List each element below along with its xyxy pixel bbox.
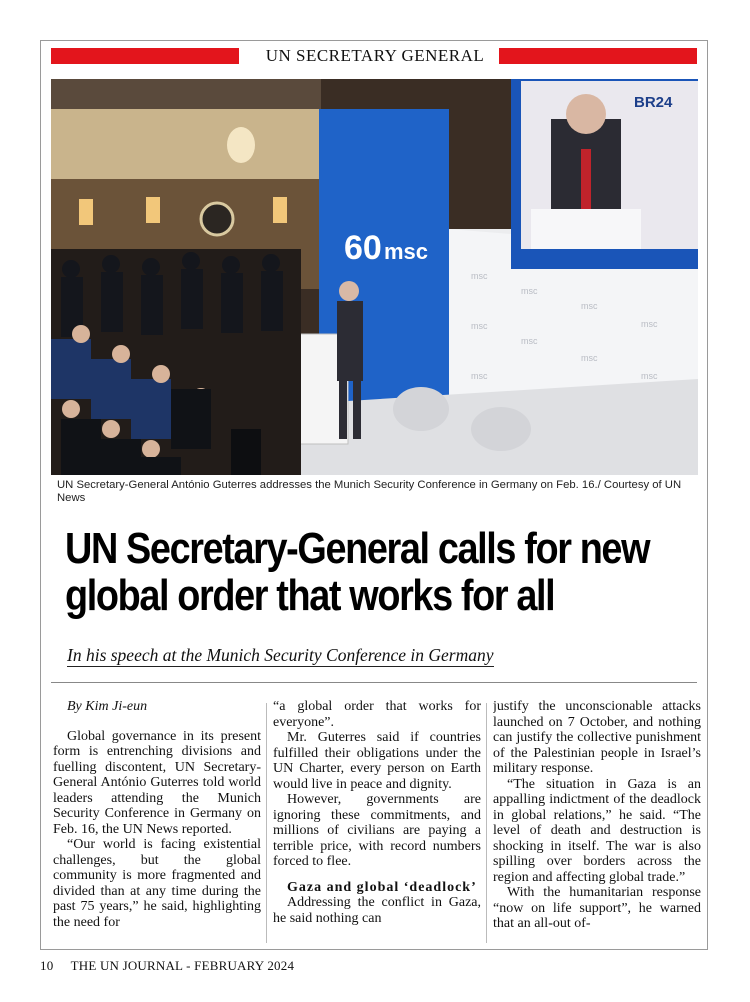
paragraph: “The situation in Gaza is an appalling indictment of the deadlock in global relations,” he said. “The level of death and destruction is shocking in itself. The war is also spilling over borders across the region and affecting global trade.” [493, 776, 701, 885]
svg-text:msc: msc [521, 286, 538, 296]
article-column-2 [273, 699, 481, 945]
section-red-bar-left [51, 48, 239, 64]
article-divider [51, 682, 697, 683]
paragraph: However, governments are ignoring these commitments, and millions of civilians are paying a terrible price, with record numbers forced to flee. [273, 792, 481, 869]
deck-text: In his speech at the Munich Security Conference in Germany [67, 645, 494, 665]
svg-text:msc: msc [641, 371, 658, 381]
paragraph: Addressing the conflict in Gaza, he said nothing can [273, 895, 481, 926]
column-rule [486, 703, 487, 943]
article-column-3 [493, 699, 701, 945]
article-body [53, 699, 701, 945]
paragraph: With the humanitarian response “now on life support”, he warned that an all-out of- [493, 885, 701, 931]
section-header [51, 46, 697, 66]
msc-logo-number: 60 [344, 229, 382, 267]
svg-text:msc: msc [581, 301, 598, 311]
headline [65, 525, 705, 619]
page-number: 10 [40, 958, 54, 973]
page-footer [40, 958, 294, 974]
subhead-gaza: Gaza and global ‘deadlock’ [287, 879, 477, 895]
svg-text:msc: msc [471, 271, 488, 281]
svg-text:msc: msc [471, 371, 488, 381]
paragraph-continued: “a global order that works for everyone”. [273, 699, 481, 730]
section-label: UN SECRETARY GENERAL [265, 46, 485, 65]
conference-photo-illustration [51, 79, 698, 475]
section-red-bar-right [499, 48, 697, 64]
photo-caption: UN Secretary-General António Guterres addresses the Munich Security Conference in Germany on Feb. 16./ Courtesy of UN News [57, 479, 682, 504]
paragraph: Mr. Guterres said if countries fulfilled their obligations under the UN Charter, every person on Earth would live in peace and dignity. [273, 730, 481, 792]
svg-text:msc: msc [521, 336, 538, 346]
headline-line-2: global order that works for all [65, 571, 555, 620]
msc-logo-text: msc [384, 239, 429, 264]
subheadline-deck [67, 644, 687, 666]
article-photo [51, 79, 698, 475]
article-column-1 [53, 699, 261, 945]
column-rule [266, 703, 267, 943]
headline-line-1: UN Secretary-General calls for new [65, 524, 650, 573]
page-frame [40, 40, 708, 950]
svg-text:msc: msc [641, 319, 658, 329]
svg-text:msc: msc [471, 321, 488, 331]
screen-channel-logo: BR24 [634, 94, 673, 111]
paragraph-continued: justify the unconscionable attacks launched on 7 October, and nothing can justify the collective punishment of the Palestinian people in Israel’s military response. [493, 699, 701, 776]
svg-text:msc: msc [581, 353, 598, 363]
paragraph: Global governance in its present form is entrenching divisions and fuelling discontent, UN Secretary-General António Guterres told world leaders attending the Munich Security Conference in Germany on Feb. 16, the UN News reported. [53, 728, 261, 837]
speaker-head [339, 281, 359, 301]
speaker-body [337, 301, 363, 381]
paragraph: “Our world is facing existential challenges, but the global community is more fragmented and divided than at any time during the past 75 years,” he said, highlighting the need for [53, 837, 261, 930]
publication-name: THE UN JOURNAL - FEBRUARY 2024 [70, 958, 295, 973]
byline: By Kim Ji-eun [67, 699, 148, 714]
